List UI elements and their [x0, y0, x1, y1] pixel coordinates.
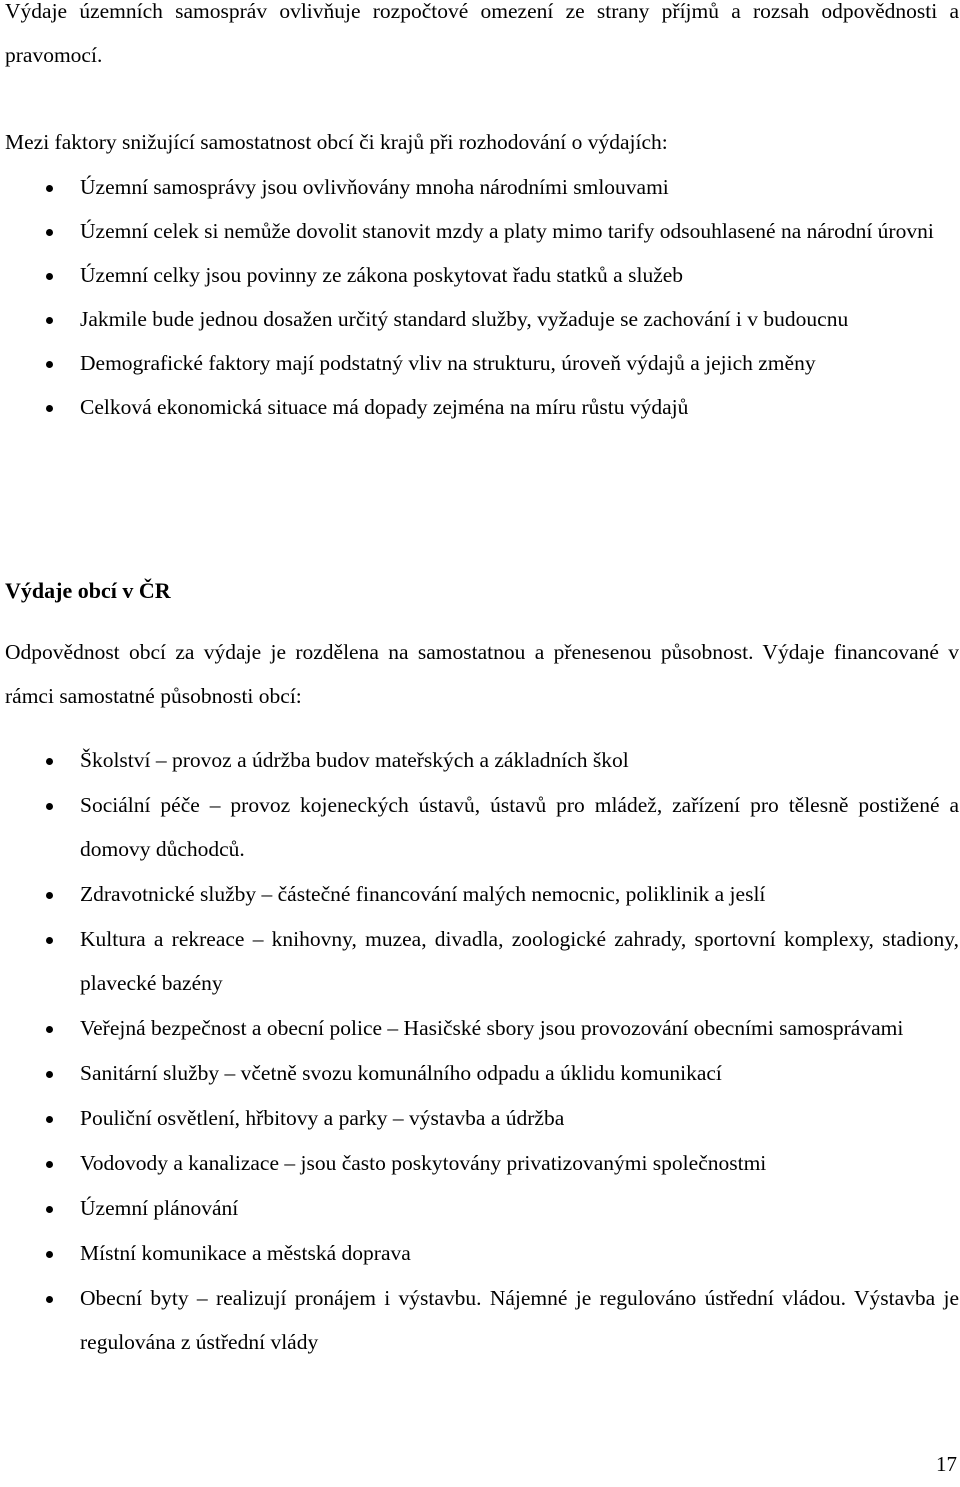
page-number: 17 [936, 1452, 957, 1476]
list-item: Místní komunikace a městská doprava [5, 1231, 959, 1275]
list-item: Sanitární služby – včetně svozu komunálního odpadu a úklidu komunikací [5, 1051, 959, 1095]
spending-list [5, 738, 959, 1365]
list-item: Zdravotnické služby – částečné financování malých nemocnic, poliklinik a jeslí [5, 872, 959, 916]
list-item: Sociální péče – provoz kojeneckých ústavů, ústavů pro mládež, zařízení pro tělesně postižené a domovy důchodců. [5, 783, 959, 871]
responsibility-paragraph [5, 630, 959, 718]
list-item: Veřejná bezpečnost a obecní police – Hasičské sbory jsou provozování obecními samosprávami [5, 1006, 959, 1050]
intro-paragraph [5, 0, 959, 77]
intro-text: Výdaje územních samospráv ovlivňuje rozpočtové omezení ze strany příjmů a rozsah odpovědnosti a pravomocí. [5, 0, 959, 67]
factors-intro-paragraph [5, 120, 959, 164]
list-item: Územní samosprávy jsou ovlivňovány mnoha národními smlouvami [5, 165, 959, 209]
list-item: Jakmile bude jednou dosažen určitý standard služby, vyžaduje se zachování i v budoucnu [5, 297, 959, 341]
list-item: Kultura a rekreace – knihovny, muzea, divadla, zoologické zahrady, sportovní komplexy, stadiony, plavecké bazény [5, 917, 959, 1005]
list-item: Celková ekonomická situace má dopady zejména na míru růstu výdajů [5, 385, 959, 429]
factors-list [5, 165, 959, 429]
list-item: Územní celek si nemůže dovolit stanovit mzdy a platy mimo tarify odsouhlasené na národní úrovni [5, 209, 959, 253]
responsibility-text: Odpovědnost obcí za výdaje je rozdělena na samostatnou a přenesenou působnost. Výdaje financované v rámci samostatné působnosti obcí: [5, 640, 959, 708]
list-item: Pouliční osvětlení, hřbitovy a parky – výstavba a údržba [5, 1096, 959, 1140]
factors-intro-text: Mezi faktory snižující samostatnost obcí či krajů při rozhodování o výdajích: [5, 130, 668, 154]
list-item: Obecní byty – realizují pronájem i výstavbu. Nájemné je regulováno ústřední vládou. Výstavba je regulována z ústřední vlády [5, 1276, 959, 1364]
list-item: Vodovody a kanalizace – jsou často poskytovány privatizovanými společnostmi [5, 1141, 959, 1185]
list-item: Školství – provoz a údržba budov mateřských a základních škol [5, 738, 959, 782]
list-item: Územní plánování [5, 1186, 959, 1230]
section-heading: Výdaje obcí v ČR [5, 578, 171, 603]
list-item: Územní celky jsou povinny ze zákona poskytovat řadu statků a služeb [5, 253, 959, 297]
list-item: Demografické faktory mají podstatný vliv na strukturu, úroveň výdajů a jejich změny [5, 341, 959, 385]
